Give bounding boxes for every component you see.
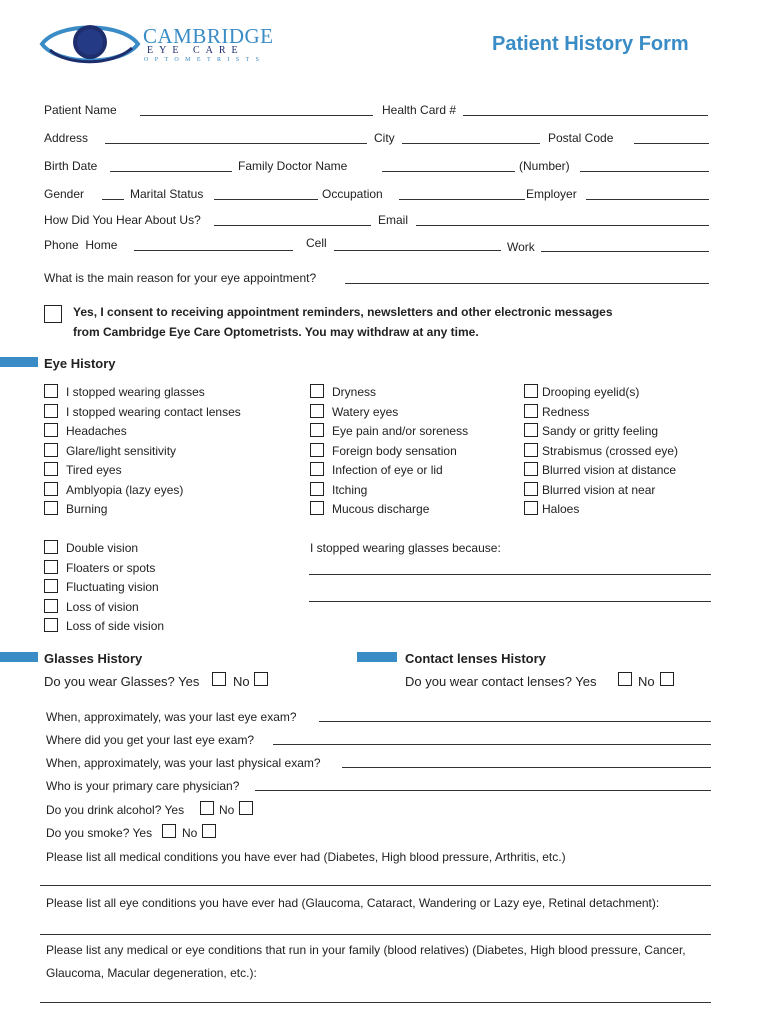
eye-history-option-label: Foreign body sensation [332, 443, 457, 458]
eye-history-checkbox[interactable] [310, 501, 324, 515]
eye-history-checkbox[interactable] [44, 540, 58, 554]
family-doctor-field[interactable] [382, 171, 515, 172]
consent-text-line1: Yes, I consent to receiving appointment reminders, newsletters and other electronic messages [73, 305, 613, 319]
last-exam-label: When, approximately, was your last eye exam? [46, 710, 297, 724]
consent-text-line2: from Cambridge Eye Care Optometrists. You may withdraw at any time. [73, 325, 479, 339]
eye-history-option-label: I stopped wearing contact lenses [66, 404, 241, 419]
eye-history-checkbox[interactable] [44, 423, 58, 437]
smoke-no-label: No [182, 826, 198, 840]
glasses-yes-checkbox[interactable] [212, 672, 226, 686]
eye-history-title: Eye History [44, 356, 116, 371]
eye-history-checkbox[interactable] [524, 404, 538, 418]
email-field[interactable] [416, 225, 709, 226]
cell-label: Cell [306, 236, 327, 250]
eye-history-option-label: Burning [66, 502, 108, 516]
alcohol-label: Do you drink alcohol? Yes [46, 803, 185, 817]
gender-field[interactable] [102, 199, 124, 200]
family-conditions-label-1: Please list any medical or eye conditions that run in your family (blood relatives) (Diabetes, High blood pressure, Cancer, [46, 943, 686, 957]
eye-history-option-label: Loss of vision [66, 599, 139, 614]
work-label: Work [507, 240, 535, 254]
patient-name-field[interactable] [140, 115, 373, 116]
patient-name-label: Patient Name [44, 103, 117, 117]
eye-history-checkbox[interactable] [310, 482, 324, 496]
postal-code-field[interactable] [634, 143, 709, 144]
eye-history-checkbox[interactable] [310, 404, 324, 418]
last-physical-label: When, approximately, was your last physical exam? [46, 756, 321, 770]
eye-history-checkbox[interactable] [44, 462, 58, 476]
family-doctor-label: Family Doctor Name [238, 159, 348, 173]
logo-eye-icon [38, 18, 142, 70]
eye-history-option-label: Blurred vision at distance [542, 463, 677, 477]
last-physical-field[interactable] [342, 767, 711, 768]
marital-status-label: Marital Status [130, 187, 204, 201]
stopped-because-field-1[interactable] [309, 574, 711, 575]
eye-history-checkbox[interactable] [310, 443, 324, 457]
eye-history-option-label: Blurred vision at near [542, 482, 656, 497]
where-exam-field[interactable] [273, 744, 711, 745]
eye-history-checkbox[interactable] [310, 423, 324, 437]
email-label: Email [378, 213, 409, 227]
birth-date-field[interactable] [110, 171, 232, 172]
eye-history-option-label: Amblyopia (lazy eyes) [66, 482, 184, 497]
eye-history-option-label: Floaters or spots [66, 560, 156, 575]
stopped-because-field-2[interactable] [309, 601, 711, 602]
last-exam-field[interactable] [319, 721, 711, 722]
eye-history-checkbox[interactable] [524, 423, 538, 437]
eye-history-bar [0, 357, 38, 367]
eye-history-checkbox[interactable] [524, 384, 538, 398]
postal-code-label: Postal Code [548, 131, 614, 145]
health-card-field[interactable] [463, 115, 708, 116]
eye-history-checkbox[interactable] [310, 384, 324, 398]
eye-history-option-label: Glare/light sensitivity [66, 443, 177, 458]
where-exam-label: Where did you get your last eye exam? [46, 733, 255, 747]
eye-history-checkbox[interactable] [524, 482, 538, 496]
eye-history-option-label: Fluctuating vision [66, 580, 159, 594]
eye-history-option-label: Itching [332, 482, 368, 497]
eye-history-checkbox[interactable] [524, 462, 538, 476]
glasses-no-label: No [233, 674, 250, 689]
primary-physician-field[interactable] [255, 790, 711, 791]
logo-subtitle-2: OPTOMETRISTS [144, 57, 266, 63]
eye-history-option-label: Sandy or gritty feeling [542, 424, 659, 438]
eye-history-option-label: Infection of eye or lid [332, 463, 443, 477]
smoke-yes-checkbox[interactable] [162, 824, 176, 838]
occupation-label: Occupation [322, 187, 383, 201]
eye-history-option-label: Redness [542, 404, 590, 419]
contact-history-bar [357, 652, 397, 662]
address-label: Address [44, 131, 89, 145]
number-field[interactable] [580, 171, 709, 172]
main-reason-label: What is the main reason for your eye appointment? [44, 271, 317, 285]
eye-history-option-label: Tired eyes [66, 463, 122, 477]
address-field[interactable] [105, 143, 367, 144]
alcohol-yes-checkbox[interactable] [200, 801, 214, 815]
contact-yes-checkbox[interactable] [618, 672, 632, 686]
eye-history-checkbox[interactable] [44, 384, 58, 398]
contact-no-label: No [638, 674, 655, 689]
logo-name: CAMBRIDGE [143, 24, 274, 48]
eye-history-checkbox[interactable] [44, 443, 58, 457]
eye-history-checkbox[interactable] [44, 404, 58, 418]
eye-history-option-label: Watery eyes [332, 404, 399, 419]
employer-field[interactable] [586, 199, 709, 200]
eye-history-checkbox[interactable] [310, 462, 324, 476]
glasses-question: Do you wear Glasses? Yes [44, 674, 200, 689]
eye-conditions-field[interactable] [40, 934, 711, 935]
contact-question: Do you wear contact lenses? Yes [405, 674, 597, 689]
phone-home-field[interactable] [134, 250, 293, 251]
phone-home-label: Phone Home [44, 238, 118, 252]
cell-field[interactable] [334, 250, 501, 251]
eye-history-checkbox[interactable] [524, 501, 538, 515]
occupation-field[interactable] [399, 199, 525, 200]
alcohol-no-checkbox[interactable] [239, 801, 253, 815]
logo-subtitle: EYE CARE [147, 45, 244, 56]
eye-history-option-label: Eye pain and/or soreness [332, 424, 469, 438]
number-label: (Number) [519, 159, 570, 173]
how-hear-label: How Did You Hear About Us? [44, 213, 201, 227]
city-label: City [374, 131, 395, 145]
eye-history-checkbox[interactable] [44, 579, 58, 593]
work-field[interactable] [541, 251, 709, 252]
eye-history-checkbox[interactable] [44, 599, 58, 613]
eye-history-checkbox[interactable] [44, 560, 58, 574]
glasses-history-title: Glasses History [44, 651, 143, 666]
health-card-label: Health Card # [382, 103, 457, 117]
form-title: Patient History Form [492, 33, 689, 55]
how-hear-field[interactable] [214, 225, 371, 226]
family-conditions-label-2: Glaucoma, Macular degeneration, etc.): [46, 966, 257, 980]
gender-label: Gender [44, 187, 85, 201]
medical-conditions-field[interactable] [40, 885, 711, 886]
birth-date-label: Birth Date [44, 159, 98, 173]
city-field[interactable] [402, 143, 540, 144]
eye-history-option-label: Strabismus (crossed eye) [542, 443, 679, 458]
eye-history-option-label: Haloes [542, 502, 580, 516]
employer-label: Employer [526, 187, 577, 201]
alcohol-no-label: No [219, 803, 235, 817]
smoke-no-checkbox[interactable] [202, 824, 216, 838]
glasses-history-bar [0, 652, 38, 662]
marital-status-field[interactable] [214, 199, 318, 200]
eye-history-option-label: Loss of side vision [66, 619, 165, 633]
eye-history-checkbox[interactable] [44, 482, 58, 496]
eye-history-checkbox[interactable] [524, 443, 538, 457]
contact-no-checkbox[interactable] [660, 672, 674, 686]
consent-checkbox[interactable] [44, 305, 62, 323]
eye-history-option-label: Drooping eyelid(s) [542, 385, 640, 399]
smoke-label: Do you smoke? Yes [46, 826, 153, 840]
eye-history-option-label: Headaches [66, 424, 127, 438]
glasses-no-checkbox[interactable] [254, 672, 268, 686]
eye-history-checkbox[interactable] [44, 501, 58, 515]
stopped-because-label: I stopped wearing glasses because: [310, 541, 501, 555]
eye-history-option-label: Dryness [332, 385, 377, 399]
eye-history-option-label: I stopped wearing glasses [66, 385, 205, 399]
eye-history-checkbox[interactable] [44, 618, 58, 632]
eye-conditions-label: Please list all eye conditions you have ever had (Glaucoma, Cataract, Wandering or Lazy eye, Retinal detachment): [46, 896, 660, 910]
family-conditions-field[interactable] [40, 1002, 711, 1003]
contact-history-title: Contact lenses History [405, 651, 546, 666]
eye-history-option-label: Double vision [66, 541, 139, 555]
eye-history-option-label: Mucous discharge [332, 502, 430, 516]
primary-physician-label: Who is your primary care physician? [46, 779, 240, 793]
medical-conditions-label: Please list all medical conditions you have ever had (Diabetes, High blood pressure, Arthritis, etc.) [46, 850, 566, 864]
main-reason-field[interactable] [345, 283, 709, 284]
